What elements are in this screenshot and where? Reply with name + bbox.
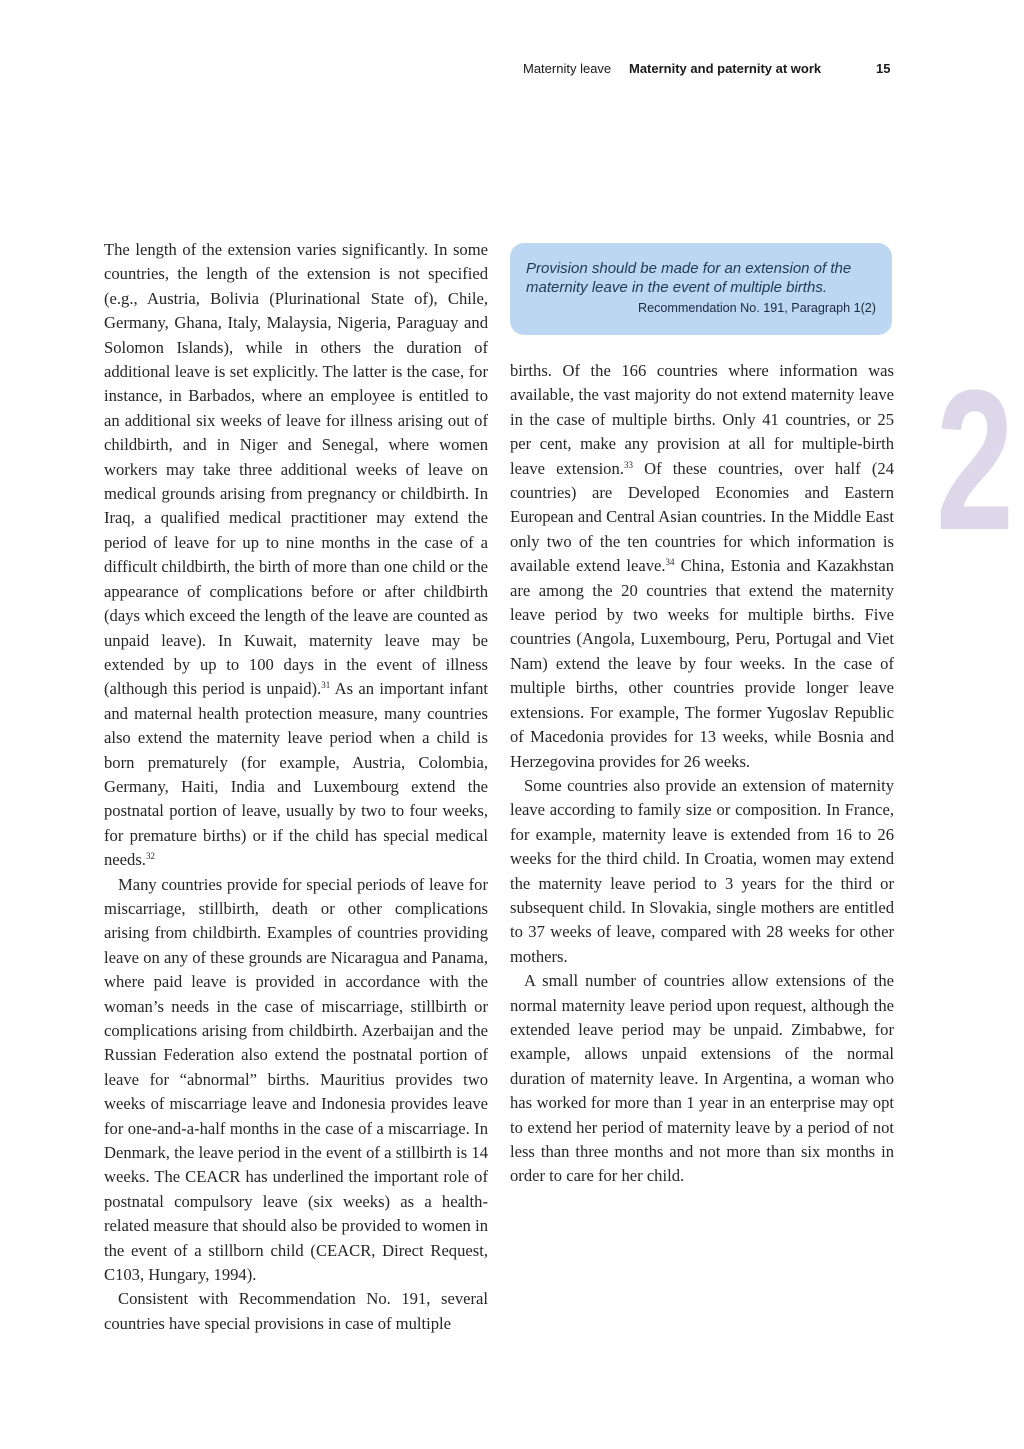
footnote-ref[interactable]: 34: [665, 557, 675, 568]
callout-source: Recommendation No. 191, Paragraph 1(2): [637, 301, 876, 315]
paragraph: Consistent with Recommendation No. 191, several countries have special provisions in case of multiple: [104, 1289, 488, 1333]
left-text-column: [104, 238, 488, 1336]
footnote-ref[interactable]: 32: [145, 851, 155, 862]
page-number: 15: [876, 61, 891, 76]
paragraph-text: As an important infant and maternal health protection measure, many countries also extend the maternity leave period when a child is born prematurely (for example, Austria, Colombia, Germany, Haiti, India and Luxembourg extend the postnatal portion of leave, usually by two to four weeks, for premature births) or if the child has special medical needs.: [104, 679, 488, 870]
right-text-column: [510, 359, 894, 1189]
paragraph-text: Of these countries, over half (24 countries) are Developed Economies and Eastern European and Central Asian countries. In the Middle East only two of the ten countries for which information is available extend leave.: [510, 458, 894, 576]
paragraph-text: births. Of the 166 countries where information was available, the vast majority do not extend maternity leave in the case of multiple births. Only 41 countries, or 25 per cent, make any provision at all for multiple-birth leave extension.: [510, 361, 894, 478]
paragraph: [510, 359, 894, 774]
header-document-title: Maternity and paternity at work: [629, 61, 822, 76]
recommendation-callout: [510, 243, 892, 335]
paragraph-text: China, Estonia and Kazakhstan are among the 20 countries that extend the maternity leave period by two weeks for multiple births. Five countries (Angola, Luxembourg, Peru, Portugal and Viet Nam) extend the leave by four weeks. In the case of multiple births, other countries provide longer leave extensions. For example, The former Yugoslav Republic of Macedonia provides for 13 weeks, while Bosnia and Herzegovina provides for 26 weeks.: [510, 556, 894, 771]
header-section-name: Maternity leave: [523, 61, 612, 76]
paragraph: A small number of countries allow extensions of the normal maternity leave period upon request, although the extended leave period may be unpaid. Zimbabwe, for example, allows unpaid extensions of the normal duration of maternity leave. In Argentina, a woman who has worked for more than 1 year in an enterprise may opt to extend her period of maternity leave by a period of not less than three months and not more than six months in order to care for her child.: [510, 971, 894, 1186]
chapter-number: 2: [936, 349, 1014, 572]
footnote-ref[interactable]: 31: [321, 680, 331, 691]
paragraph: Many countries provide for special periods of leave for miscarriage, stillbirth, death or other complications arising from childbirth. Examples of countries providing leave on any of these grounds are Nicaragua and Panama, where paid leave is provided in accordance with the woman’s needs in the case of miscarriage, stillbirth or complications arising from childbirth. Azerbaijan and the Russian Federation also extend the postnatal portion of leave for “abnormal” births. Mauritius provides two weeks of miscarriage leave and Indonesia provides leave for one-and-a-half months in the case of a miscarriage. In Denmark, the leave period in the event of a stillbirth is 14 weeks. The CEACR has underlined the important role of postnatal compulsory leave (six weeks) as a health-related measure that should also be provided to women in the event of a stillborn child (CEACR, Direct Request, C103, Hungary, 1994).: [104, 874, 488, 1285]
footnote-ref[interactable]: 33: [623, 459, 633, 470]
paragraph: [104, 238, 488, 873]
paragraph-text: The length of the extension varies significantly. In some countries, the length of the extension is not specified (e.g., Austria, Bolivia (Plurinational State of), Chile, Germany, Ghana, Italy, Malaysia, Nigeria, Paraguay and Solomon Islands), while in others the duration of additional leave is set explicitly. The latter is the case, for instance, in Barbados, where an employee is entitled to an additional six weeks of leave for illness arising out of childbirth, and in Niger and Senegal, where women workers may take three additional weeks of leave on medical grounds arising from pregnancy or childbirth. In Iraq, a qualified medical practitioner may extend the period of leave for up to nine months in the case of a difficult childbirth, the birth of more than one child or the appearance of complications before or after childbirth (days which exceed the length of the leave are counted as unpaid leave). In Kuwait, maternity leave may be extended by up to 100 days in the event of illness (although this period is unpaid).: [104, 240, 488, 699]
paragraph: Some countries also provide an extension of maternity leave according to family size or composition. In France, for example, maternity leave is extended from 16 to 26 weeks for the third child. In Croatia, women may extend the maternity leave period to 3 years for the third or subsequent child. In Slovakia, single mothers are entitled to 37 weeks of leave, compared with 28 weeks for other mothers.: [510, 775, 894, 966]
callout-quote: Provision should be made for an extension of the maternity leave in the event of multiple births.: [526, 260, 852, 296]
running-header: [0, 59, 1024, 79]
